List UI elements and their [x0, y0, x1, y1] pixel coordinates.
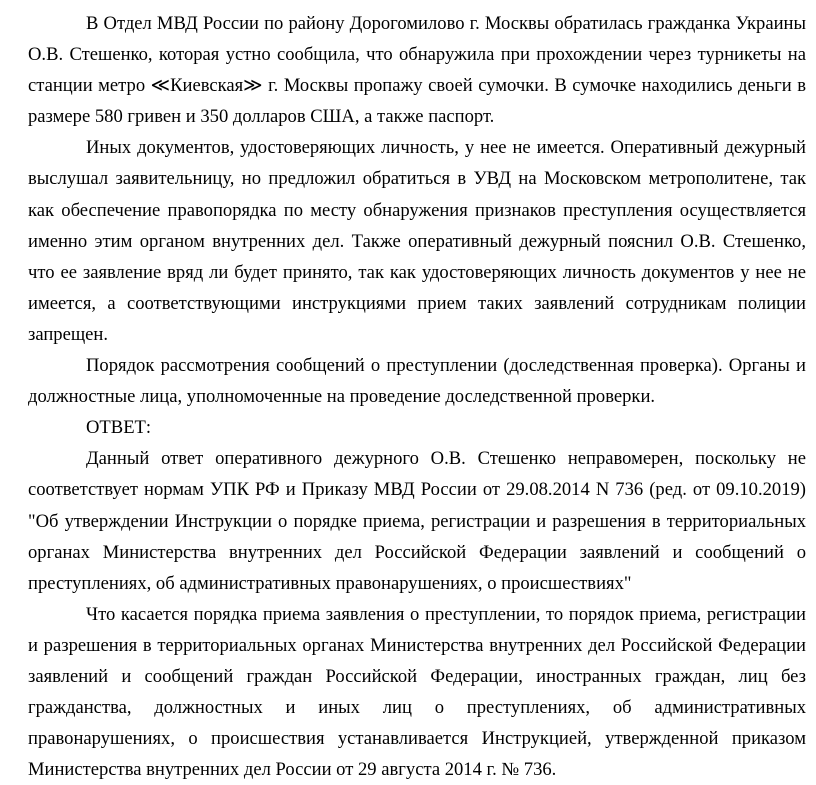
- paragraph-incident-report: В Отдел МВД России по району Дорогомилово г. Москвы обратилась гражданка Украины О.В. Стешенко, которая устно сообщила, что обнаружила при прохождении через турникеты на станции метро ≪Киевская≫ г. Москвы пропажу своей сумочки. В сумочке находились деньги в размере 580 гривен и 350 долларов США, а также паспорт.: [28, 13, 806, 128]
- document-body: [28, 8, 806, 785]
- paragraph-procedure-reference: Что касается порядка приема заявления о преступлении, то порядок приема, регистрации и разрешения в территориальных органах Министерства внутренних дел Российской Федерации заявлений и сообщений граждан Российской Федерации, иностранных граждан, лиц без гражданства, должностных и иных лиц о преступлениях, об административных правонарушениях, о происшествия устанавливается Инструкцией, утвержденной приказом Министерства внутренних дел России от 29 августа 2014 г. № 736.: [28, 603, 806, 781]
- paragraph-officer-response: Иных документов, удостоверяющих личность, у нее не имеется. Оперативный дежурный выслушал заявительницу, но предложил обратиться в УВД на Московском метрополитене, так как обеспечение правопорядка по месту обнаружения признаков преступления осуществляется именно этим органом внутренних дел. Также оперативный дежурный пояснил О.В. Стешенко, что ее заявление вряд ли будет принято, так как удостоверяющих личность документов у нее не имеется, а соответствующими инструкциями прием таких заявлений сотрудникам полиции запрещен.: [28, 137, 806, 345]
- paragraph-answer-heading: ОТВЕТ:: [86, 417, 152, 439]
- paragraph-question-topic: Порядок рассмотрения сообщений о преступлении (доследственная проверка). Органы и должностные лица, уполномоченные на проведение доследственной проверки.: [28, 355, 806, 408]
- paragraph-answer-assessment: Данный ответ оперативного дежурного О.В. Стешенко неправомерен, поскольку не соответствует нормам УПК РФ и Приказу МВД России от 29.08.2014 N 736 (ред. от 09.10.2019) "Об утверждении Инструкции о порядке приема, регистрации и разрешения в территориальных органах Министерства внутренних дел Российской Федерации заявлений и сообщений о преступлениях, об административных правонарушениях, о происшествиях": [28, 448, 806, 594]
